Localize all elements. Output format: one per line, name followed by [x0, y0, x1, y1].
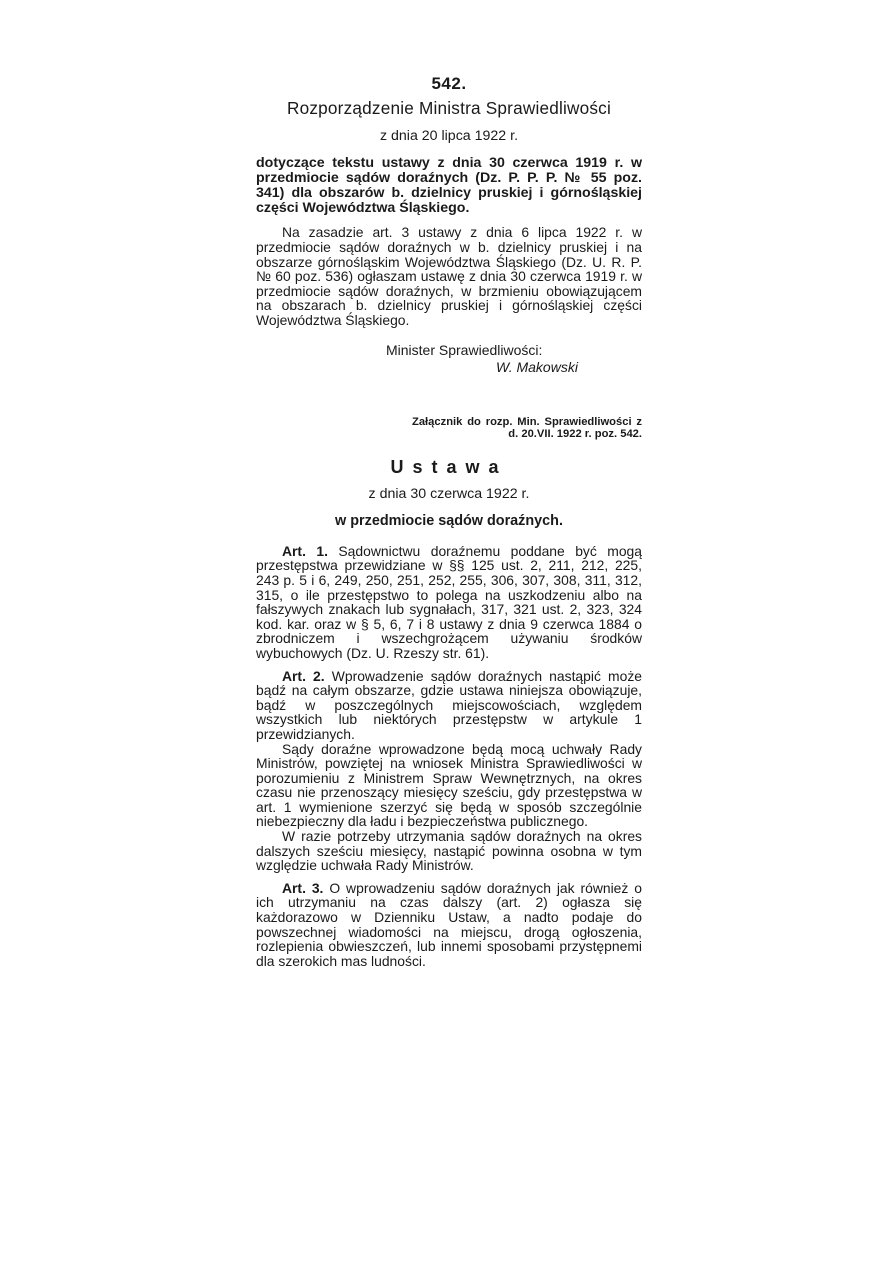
- document-page: [256, 70, 642, 968]
- law-title: Ustawa: [390, 456, 508, 477]
- article-2-paragraph-3: W razie potrzeby utrzymania sądów doraźnych na okres dalszych sześciu miesięcy, nastąpić powinna osobna w tym względzie uchwała Rady Ministrów.: [256, 828, 642, 874]
- article-2-paragraph-2: Sądy doraźne wprowadzone będą mocą uchwały Rady Ministrów, powziętej na wniosek Ministra Sprawiedliwości w porozumieniu z Ministrem Spraw Wewnętrznych, na okres czasu nie przenoszący miesięcy sześciu, gdy przestępstwa w art. 1 wymienione szerzyć się będą w sposób szczególnie niebezpieczny dla ładu i bezpieczeństwa publicznego.: [256, 740, 642, 830]
- law-date: z dnia 30 czerwca 1922 r.: [368, 485, 530, 502]
- article-2-text-1: Wprowadzenie sądów doraźnych nastąpić może bądź na całym obszarze, gdzie ustawa niniejsza obowiązuje, bądź w poszczególnych miejscowościach, względem wszystkich lub niektórych przestępstw w artykule 1 przewidzianych.: [256, 667, 642, 742]
- article-1-paragraph-1: [256, 544, 642, 661]
- signature-block: [256, 342, 642, 376]
- article-3-label: Art. 3.: [282, 879, 324, 896]
- law-subject: w przedmiocie sądów doraźnych.: [335, 513, 563, 530]
- signature-name: W. Makowski: [496, 358, 578, 375]
- annex-note-text: Załącznik do rozp. Min. Sprawiedliwości z d. 20.VII. 1922 r. poz. 542.: [412, 415, 642, 440]
- article-2: [256, 669, 642, 873]
- decree-body: Na zasadzie art. 3 ustawy z dnia 6 lipca 1922 r. w przedmiocie sądów doraźnych w b. dzielnicy pruskiej i na obszarze górnośląskim Województwa Śląskiego (Dz. U. R. P. № 60 poz. 536) ogłaszam ustawę z dnia 30 czerwca 1919 r. w przedmiocie sądów doraźnych, w brzmieniu obowiązującem na obszarach b. dzielnicy pruskiej i górnośląskiej części Województwa Śląskiego.: [256, 224, 642, 328]
- article-3: [256, 881, 642, 969]
- decree-date: z dnia 20 lipca 1922 r.: [379, 127, 519, 144]
- article-3-text: O wprowadzeniu sądów doraźnych jak również o ich utrzymaniu na czas dalszy (art. 2) ogłasza się każdorazowo w Dzienniku Ustaw, a nadto podaje do powszechnej wiadomości na miejscu, drogą ogłoszenia, rozlepienia obwieszczeń, lub innemi sposobami przystępnemi dla szerokich mas ludności.: [256, 879, 642, 969]
- page-number: 542.: [431, 74, 467, 93]
- article-1-label: Art. 1.: [282, 542, 328, 559]
- article-1: [256, 544, 642, 661]
- article-1-text: Sądownictwu doraźnemu poddane być mogą przestępstwa przewidziane w §§ 125 ust. 2, 211, 212, 225, 243 p. 5 i 6, 249, 250, 251, 252, 255, 306, 307, 308, 311, 312, 315, o ile przestępstwo to polega na uszkodzeniu albo na fałszywych znakach lub sygnałach, 317, 321 ust. 2, 323, 324 kod. kar. oraz w § 5, 6, 7 i 8 ustawy z dnia 9 czerwca 1884 o zbrodniczem i wszechgrożącem używaniu środków wybuchowych (Dz. U. Rzeszy str. 61).: [256, 542, 643, 661]
- article-2-paragraph-1: [256, 669, 642, 742]
- decree-subject: dotyczące tekstu ustawy z dnia 30 czerwca 1919 r. w przedmiocie sądów doraźnych (Dz. P. P. P. № 55 poz. 341) dla obszarów b. dzielnicy pruskiej i górnośląskiej części Województwa Śląskiego.: [256, 155, 642, 216]
- annex-note: [256, 416, 642, 440]
- decree-title: Rozporządzenie Ministra Sprawiedliwości: [287, 98, 611, 119]
- signature-role: Minister Sprawiedliwości:: [386, 341, 543, 358]
- article-2-label: Art. 2.: [282, 667, 325, 684]
- article-3-paragraph-1: [256, 881, 642, 969]
